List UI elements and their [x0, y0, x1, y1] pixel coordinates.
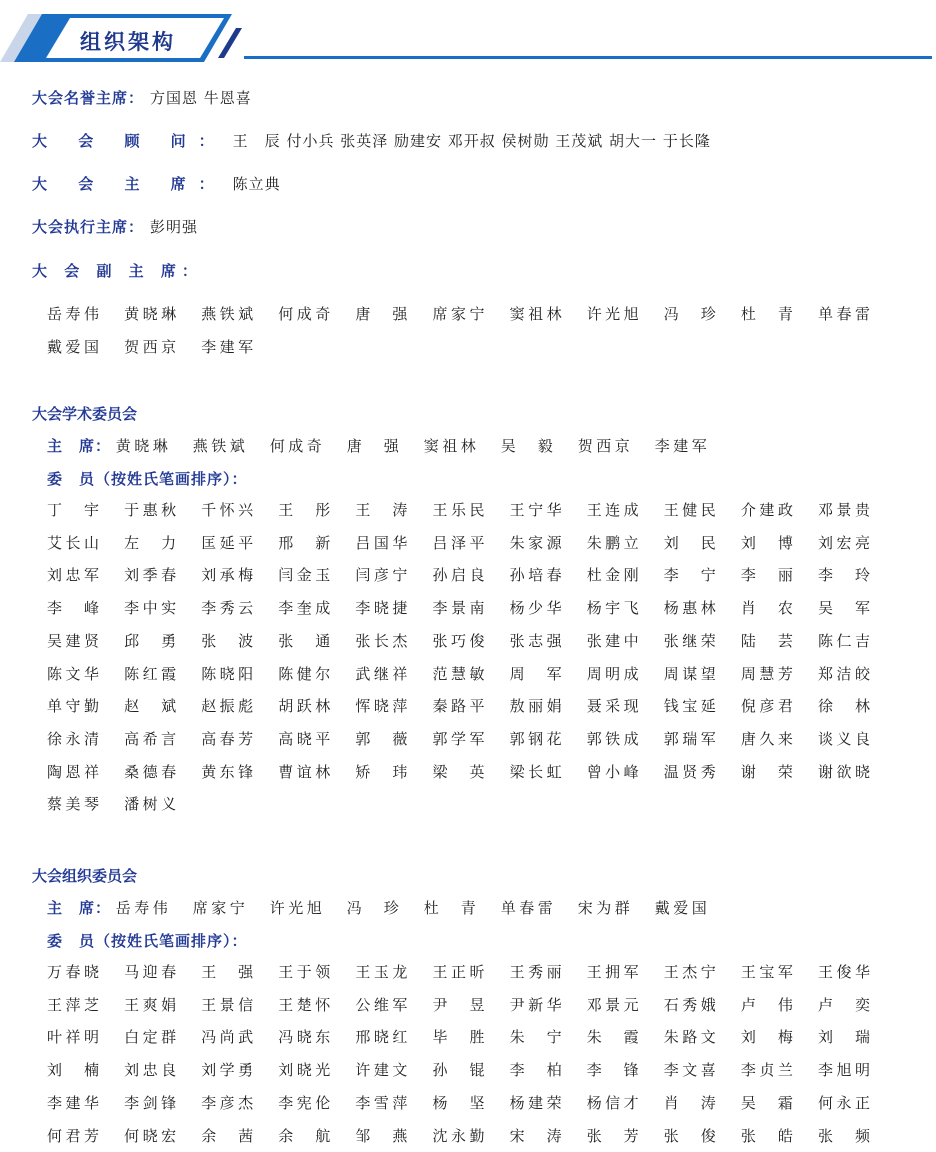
person-name: 单春雷: [818, 305, 870, 323]
person-name: 杨少华: [509, 599, 562, 618]
academic-members-label-row: [47, 468, 248, 489]
person-name: 刘晓光: [278, 1061, 331, 1080]
person-name: 王乐民: [432, 501, 485, 519]
person-name: 邱 勇: [124, 631, 177, 650]
header-rule: [244, 56, 932, 59]
person-name: 秦路平: [432, 697, 485, 716]
chairman-names: 陈立典: [232, 175, 281, 193]
person-name: 温贤秀: [663, 762, 716, 781]
person-name: 张 通: [278, 631, 331, 650]
person-name: 白定群: [124, 1028, 177, 1047]
person-name: 李秀云: [201, 599, 254, 618]
chair-name: 何成奇: [269, 437, 322, 455]
person-name: 李 柏: [509, 1061, 562, 1080]
person-name: 谢 荣: [740, 762, 793, 781]
person-name: 高晓平: [278, 729, 331, 748]
person-name: 谢欲晓: [818, 762, 870, 781]
person-name: 唐久来: [740, 729, 793, 748]
person-name: 张继荣: [663, 631, 716, 650]
person-name: 李中实: [124, 599, 177, 618]
person-name: 千怀兴: [201, 501, 254, 519]
chair-name: 黄晓琳: [115, 437, 168, 455]
person-name: 许建文: [355, 1061, 408, 1080]
chair-name: 戴爱国: [654, 899, 707, 917]
person-name: 匡延平: [201, 533, 254, 552]
academic-title: 大会学术委员会: [32, 405, 138, 423]
person-name: 周谋望: [663, 664, 716, 683]
person-name: 李贞兰: [740, 1061, 793, 1080]
person-name: 戴爱国: [47, 338, 99, 356]
person-name: 冯尚武: [201, 1028, 254, 1047]
academic-chairs: [116, 437, 732, 455]
person-name: 冯晓东: [278, 1028, 331, 1047]
chair-name: 冯 珍: [346, 899, 399, 917]
exec-chair-names: 彭明强: [150, 218, 199, 236]
person-name: 李剑锋: [124, 1093, 177, 1112]
person-name: 黄晓琳: [124, 305, 177, 323]
person-name: 恽晓萍: [355, 697, 408, 716]
person-name: 张 波: [201, 631, 254, 650]
person-name: 王秀丽: [509, 963, 562, 981]
person-name: 王 彤: [278, 501, 331, 519]
person-name: 艾长山: [47, 533, 99, 552]
person-name: 冯 珍: [663, 305, 716, 323]
person-name: 邓景元: [586, 995, 639, 1014]
chair-name: 窦祖林: [423, 437, 476, 455]
person-name: 王 涛: [355, 501, 408, 519]
person-name: 刘季春: [124, 566, 177, 585]
person-name: 卢 奕: [818, 995, 870, 1014]
person-name: 唐 强: [355, 305, 408, 323]
honorary-label: 大会名誉主席：: [32, 89, 145, 107]
person-name: 孙 锟: [432, 1061, 485, 1080]
person-name: 杨宇飞: [586, 599, 639, 618]
person-name: 单守勤: [47, 697, 99, 716]
person-name: 闫金玉: [278, 566, 331, 585]
person-name: 何成奇: [278, 305, 331, 323]
person-name: 陈红霞: [124, 664, 177, 683]
person-name: 尹 昱: [432, 995, 485, 1014]
chair-name: 李建军: [654, 437, 707, 455]
person-name: 周明成: [586, 664, 639, 683]
advisors-row: [32, 131, 711, 151]
person-name: 陈健尔: [278, 664, 331, 683]
person-name: 吴建贤: [47, 631, 99, 650]
chair-name: 唐 强: [346, 437, 399, 455]
chair-name: 单春雷: [500, 899, 553, 917]
organizing-chairs-row: [47, 897, 732, 918]
advisors-names: 王 辰 付小兵 张英泽 励建安 邓开叔 侯树勋 王茂斌 胡大一 于长隆: [232, 132, 711, 150]
person-name: 刘 梅: [740, 1028, 793, 1047]
person-name: 赵 斌: [124, 697, 177, 716]
person-name: 赵振彪: [201, 697, 254, 716]
person-name: 郑洁皎: [818, 664, 870, 683]
chair-name: 宋为群: [577, 899, 630, 917]
person-name: 王景信: [201, 995, 254, 1014]
person-name: 张长杰: [355, 631, 408, 650]
person-name: 郭 薇: [355, 729, 408, 748]
person-name: 席家宁: [432, 305, 485, 323]
person-name: 李奎成: [278, 599, 331, 618]
person-name: 王楚怀: [278, 995, 331, 1014]
person-name: 矫 玮: [355, 762, 408, 781]
person-name: 吴 霜: [740, 1093, 793, 1112]
academic-chairs-row: [47, 435, 732, 456]
person-name: 吕泽平: [432, 533, 485, 552]
person-name: 许光旭: [586, 305, 639, 323]
person-name: 何晓宏: [124, 1126, 177, 1145]
person-name: 李建军: [201, 338, 254, 356]
person-name: 杜 青: [740, 305, 793, 323]
person-name: 郭铁成: [586, 729, 639, 748]
chair-name: 吴 毅: [500, 437, 553, 455]
person-name: 黄东锋: [201, 762, 254, 781]
chair-name: 席家宁: [192, 899, 245, 917]
exec-chair-row: [32, 217, 198, 237]
person-name: 李 丽: [740, 566, 793, 585]
person-name: 王宝军: [740, 963, 793, 981]
person-name: 张建中: [586, 631, 639, 650]
chairman-label: 大 会 主 席：: [32, 175, 227, 193]
person-name: 范慧敏: [432, 664, 485, 683]
person-name: 王拥军: [586, 963, 639, 981]
person-name: 李文喜: [663, 1061, 716, 1080]
person-name: 肖 涛: [663, 1093, 716, 1112]
person-name: 徐 林: [818, 697, 870, 716]
person-name: 高希言: [124, 729, 177, 748]
person-name: 杜金刚: [586, 566, 639, 585]
person-name: 陆 芸: [740, 631, 793, 650]
academic-chair-label: 主 席：: [47, 437, 112, 455]
person-name: 贺西京: [124, 338, 177, 356]
person-name: 邢 新: [278, 533, 331, 552]
person-name: 张 频: [818, 1126, 870, 1145]
page-title: 组织架构: [80, 30, 176, 54]
chairman-row: [32, 174, 281, 194]
person-name: 蔡美琴: [47, 795, 99, 814]
person-name: 宋 涛: [509, 1126, 562, 1145]
chair-name: 岳寿伟: [115, 899, 168, 917]
person-name: 肖 农: [740, 599, 793, 618]
person-name: 高春芳: [201, 729, 254, 748]
exec-chair-label: 大会执行主席：: [32, 218, 145, 236]
person-name: 左 力: [124, 533, 177, 552]
person-name: 张志强: [509, 631, 562, 650]
person-name: 桑德春: [124, 762, 177, 781]
person-name: 吕国华: [355, 533, 408, 552]
person-name: 马迎春: [124, 963, 177, 981]
person-name: 刘 博: [740, 533, 793, 552]
person-name: 何君芳: [47, 1126, 99, 1145]
person-name: 叶祥明: [47, 1028, 99, 1047]
person-name: 丁 宇: [47, 501, 99, 519]
person-name: 王连成: [586, 501, 639, 519]
person-name: 李宪伦: [278, 1093, 331, 1112]
person-name: 李彦杰: [201, 1093, 254, 1112]
academic-members-label: 委 员（按姓氏笔画排序）：: [47, 470, 248, 488]
person-name: 闫彦宁: [355, 566, 408, 585]
person-name: 邢晓红: [355, 1028, 408, 1047]
person-name: 燕铁斌: [201, 305, 254, 323]
banner-slash: [218, 28, 242, 58]
person-name: 敖丽娟: [509, 697, 562, 716]
person-name: 李 锋: [586, 1061, 639, 1080]
person-name: 杨信才: [586, 1093, 639, 1112]
person-name: 孙启良: [432, 566, 485, 585]
chair-name: 许光旭: [269, 899, 322, 917]
person-name: 倪彦君: [740, 697, 793, 716]
person-name: 李 宁: [663, 566, 716, 585]
person-name: 吴 军: [818, 599, 870, 618]
organizing-chairs: [116, 899, 732, 917]
vice-chairs-row: [32, 261, 203, 281]
person-name: 杨建荣: [509, 1093, 562, 1112]
person-name: 朱家源: [509, 533, 562, 552]
person-name: 周 军: [509, 664, 562, 683]
person-name: 杨 坚: [432, 1093, 485, 1112]
person-name: 朱路文: [663, 1028, 716, 1047]
person-name: 张 俊: [663, 1126, 716, 1145]
honorary-row: [32, 88, 252, 108]
person-name: 潘树义: [124, 795, 177, 814]
person-name: 王俊华: [818, 963, 870, 981]
person-name: 王萍芝: [47, 995, 99, 1014]
honorary-names: 方国恩 牛恩喜: [150, 89, 252, 107]
person-name: 王玉龙: [355, 963, 408, 981]
person-name: 周慧芳: [740, 664, 793, 683]
person-name: 刘学勇: [201, 1061, 254, 1080]
person-name: 聂采现: [586, 697, 639, 716]
chair-name: 贺西京: [577, 437, 630, 455]
person-name: 刘宏亮: [818, 533, 870, 552]
person-name: 徐永清: [47, 729, 99, 748]
person-name: 梁长虹: [509, 762, 562, 781]
person-name: 李旭明: [818, 1061, 870, 1080]
person-name: 刘 楠: [47, 1061, 99, 1080]
person-name: 邓景贵: [818, 501, 870, 519]
person-name: 郭瑞军: [663, 729, 716, 748]
person-name: 朱 宁: [509, 1028, 562, 1047]
person-name: 毕 胜: [432, 1028, 485, 1047]
organizing-members-label-row: [47, 930, 248, 951]
person-name: 郭钢花: [509, 729, 562, 748]
section-header: [0, 0, 936, 80]
person-name: 郭学军: [432, 729, 485, 748]
advisors-label: 大 会 顾 问：: [32, 132, 227, 150]
person-name: 孙培春: [509, 566, 562, 585]
organizing-chair-label: 主 席：: [47, 899, 112, 917]
person-name: 卢 伟: [740, 995, 793, 1014]
person-name: 王杰宁: [663, 963, 716, 981]
organizing-title: 大会组织委员会: [32, 867, 138, 885]
person-name: 陈晓阳: [201, 664, 254, 683]
person-name: 王爽娟: [124, 995, 177, 1014]
person-name: 李雪萍: [355, 1093, 408, 1112]
person-name: 王健民: [663, 501, 716, 519]
person-name: 武继祥: [355, 664, 408, 683]
organizing-members-label: 委 员（按姓氏笔画排序）：: [47, 932, 248, 950]
person-name: 李建华: [47, 1093, 99, 1112]
person-name: 张 皓: [740, 1126, 793, 1145]
person-name: 介建政: [740, 501, 793, 519]
person-name: 何永正: [818, 1093, 870, 1112]
person-name: 王 强: [201, 963, 254, 981]
person-name: 张巧俊: [432, 631, 485, 650]
person-name: 谈义良: [818, 729, 870, 748]
person-name: 钱宝延: [663, 697, 716, 716]
person-name: 朱鹏立: [586, 533, 639, 552]
person-name: 尹新华: [509, 995, 562, 1014]
person-name: 李 玲: [818, 566, 870, 585]
person-name: 朱 霞: [586, 1028, 639, 1047]
chair-name: 燕铁斌: [192, 437, 245, 455]
person-name: 张 芳: [586, 1126, 639, 1145]
person-name: 邹 燕: [355, 1126, 408, 1145]
person-name: 公维军: [355, 995, 408, 1014]
person-name: 刘承梅: [201, 566, 254, 585]
person-name: 沈永勤: [432, 1126, 485, 1145]
person-name: 杨惠林: [663, 599, 716, 618]
person-name: 余 航: [278, 1126, 331, 1145]
person-name: 李景南: [432, 599, 485, 618]
person-name: 刘 瑞: [818, 1028, 870, 1047]
person-name: 梁 英: [432, 762, 485, 781]
person-name: 陈文华: [47, 664, 99, 683]
person-name: 于惠秋: [124, 501, 177, 519]
person-name: 岳寿伟: [47, 305, 99, 323]
person-name: 窦祖林: [509, 305, 562, 323]
person-name: 刘忠良: [124, 1061, 177, 1080]
chair-name: 杜 青: [423, 899, 476, 917]
person-name: 曾小峰: [586, 762, 639, 781]
person-name: 万春晓: [47, 963, 99, 981]
person-name: 王宁华: [509, 501, 562, 519]
person-name: 王于领: [278, 963, 331, 981]
person-name: 陶恩祥: [47, 762, 99, 781]
vice-chairs-label: 大 会 副 主 席：: [32, 262, 203, 280]
person-name: 王正昕: [432, 963, 485, 981]
person-name: 余 茜: [201, 1126, 254, 1145]
person-name: 曹谊林: [278, 762, 331, 781]
person-name: 刘 民: [663, 533, 716, 552]
person-name: 李晓捷: [355, 599, 408, 618]
person-name: 李 峰: [47, 599, 99, 618]
person-name: 石秀娥: [663, 995, 716, 1014]
person-name: 胡跃林: [278, 697, 331, 716]
person-name: 刘忠军: [47, 566, 99, 585]
person-name: 陈仁吉: [818, 631, 870, 650]
